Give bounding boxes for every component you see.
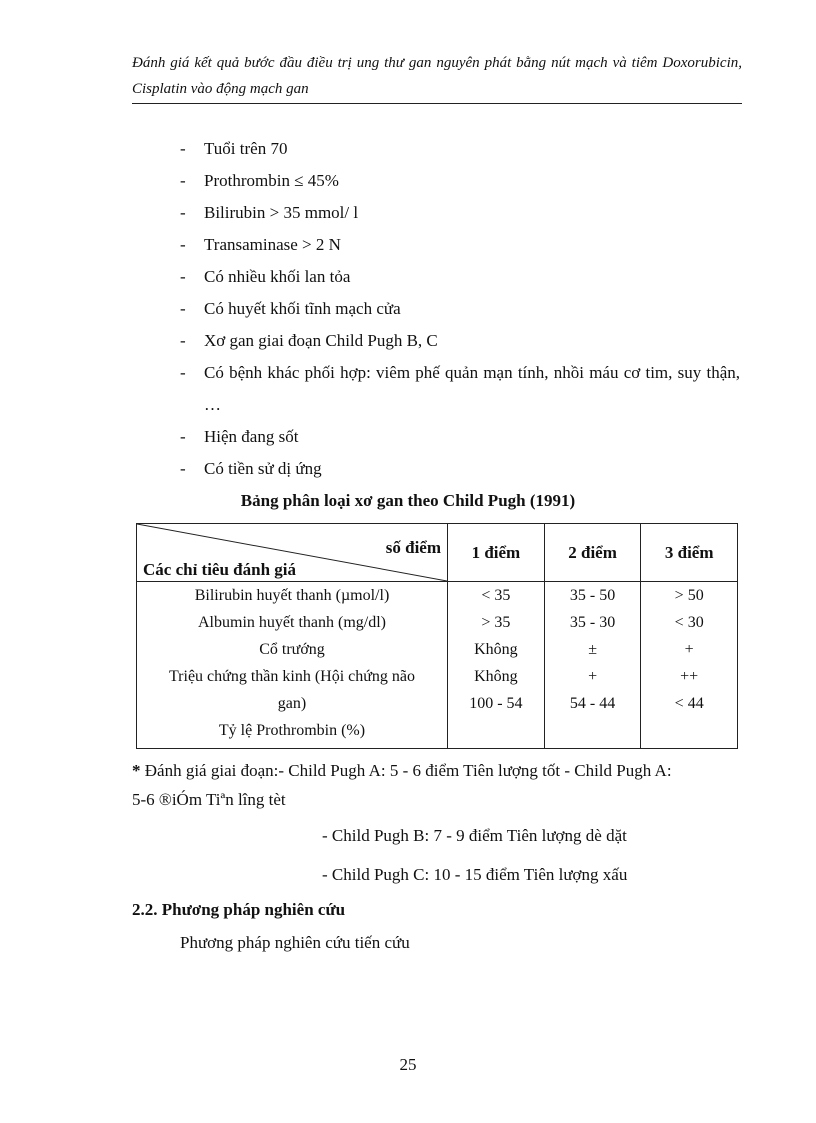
value: ++	[680, 668, 699, 685]
bullet-dash: -	[180, 427, 186, 446]
staging-note-line2: 5-6 ®iÓm Tiªn lîng tèt	[132, 790, 286, 809]
section-heading: 2.2. Phương pháp nghiên cứu	[132, 900, 346, 919]
list-item-text: Xơ gan giai đoạn Child Pugh B, C	[204, 331, 438, 350]
column-header-2: 2 điểm	[544, 524, 641, 582]
column-header-1: 1 điểm	[448, 524, 545, 582]
bullet-dash: -	[180, 363, 186, 382]
list-item-text: Có bệnh khác phối hợp: viêm phế quản mạn tính, nhồi máu cơ tim, suy thận, …	[204, 363, 740, 414]
running-header: Đánh giá kết quả bước đầu điều trị ung thư gan nguyên phát bằng nút mạch và tiêm Doxorubicin, Cisplatin vào động mạch gan	[132, 55, 742, 97]
list-item-text: Hiện đang sốt	[204, 427, 299, 446]
bullet-dash: -	[180, 267, 186, 286]
corner-cell	[137, 524, 448, 582]
score-1-cell	[448, 582, 545, 749]
value: > 35	[481, 614, 511, 631]
child-pugh-table	[136, 523, 738, 749]
list-item-text: Bilirubin > 35 mmol/ l	[204, 203, 359, 222]
staging-note	[132, 752, 742, 790]
bullet-dash: -	[180, 459, 186, 478]
staging-note-line1: Đánh giá giai đoạn:- Child Pugh A: 5 - 6 điểm Tiên lượng tốt - Child Pugh A:	[140, 761, 672, 780]
table-title: Bảng phân loại xơ gan theo Child Pugh (1991)	[240, 491, 576, 510]
value: > 50	[674, 587, 704, 604]
criterion: Triệu chứng thần kinh (Hội chứng não gan)	[168, 668, 416, 712]
value: Không	[474, 668, 518, 685]
list-item-text: Tuổi trên 70	[204, 139, 288, 158]
header-rule	[132, 103, 742, 104]
column-header-3: 3 điểm	[641, 524, 738, 582]
criterion: Cổ trướng	[259, 641, 325, 658]
bullet-dash: -	[180, 299, 186, 318]
criterion: Tỷ lệ Prothrombin (%)	[218, 722, 366, 739]
list-item-text: Transaminase > 2 N	[204, 235, 341, 254]
corner-score-label: số điểm	[385, 538, 441, 557]
list-item-text: Có huyết khối tĩnh mạch cửa	[204, 299, 401, 318]
bullet-dash: -	[180, 235, 186, 254]
value: < 35	[481, 587, 511, 604]
value: +	[588, 668, 598, 685]
bullet-dash: -	[180, 203, 186, 222]
list-item-text: Có tiền sử dị ứng	[204, 459, 322, 478]
list-item-text: Prothrombin ≤ 45%	[204, 171, 339, 190]
value: 54 - 44	[569, 695, 616, 712]
page-number: 25	[399, 1055, 417, 1074]
table-body-row	[137, 582, 738, 749]
value: < 30	[674, 614, 704, 631]
corner-criteria-label: Các chỉ tiêu đánh giá	[143, 560, 297, 579]
value: 35 - 50	[569, 587, 616, 604]
bullet-dash: -	[180, 331, 186, 350]
value: Không	[474, 641, 518, 658]
criterion: Bilirubin huyết thanh (µmol/l)	[194, 587, 390, 604]
value: 100 - 54	[469, 695, 523, 712]
list-item-text: Có nhiều khối lan tỏa	[204, 267, 351, 286]
note-asterisk: *	[132, 761, 141, 780]
staging-note-line3: - Child Pugh B: 7 - 9 điểm Tiên lượng dè dặt	[322, 826, 627, 845]
bullet-dash: -	[180, 171, 186, 190]
criterion: Albumin huyết thanh (mg/dl)	[198, 614, 386, 631]
value: < 44	[674, 695, 704, 712]
score-2-cell	[544, 582, 641, 749]
section-paragraph: Phương pháp nghiên cứu tiến cứu	[180, 933, 410, 952]
value: 35 - 30	[569, 614, 616, 631]
value: +	[684, 641, 694, 658]
criteria-cell	[137, 582, 448, 749]
staging-note-line4: - Child Pugh C: 10 - 15 điểm Tiên lượng xấu	[322, 865, 628, 884]
bullet-dash: -	[180, 139, 186, 158]
value: ±	[588, 641, 597, 658]
table-header-row	[137, 524, 738, 582]
score-3-cell	[641, 582, 738, 749]
